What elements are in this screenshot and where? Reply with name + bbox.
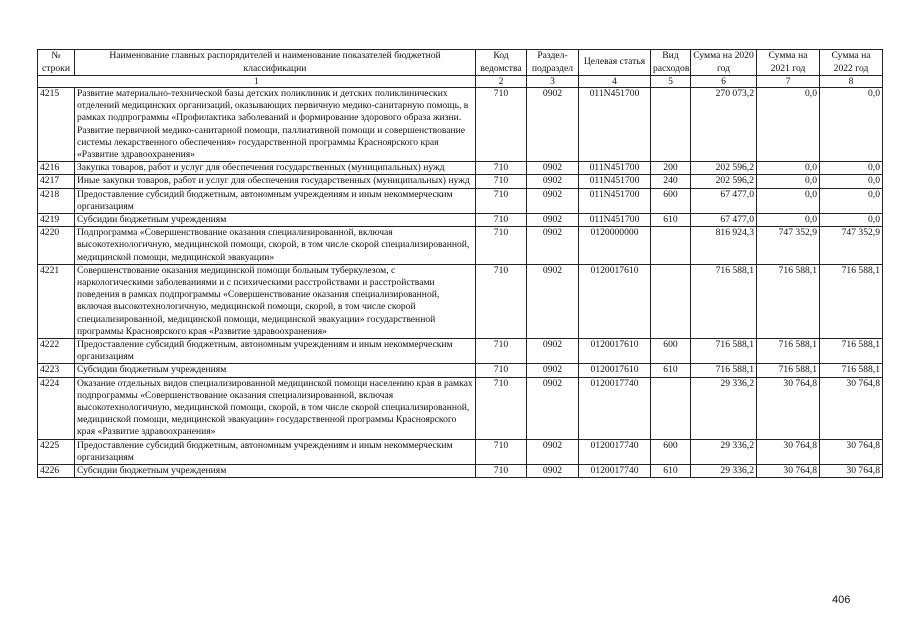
table-row	[38, 188, 883, 213]
row-number: 4219	[38, 214, 75, 227]
row-number: 4215	[38, 88, 75, 162]
sum-2021: 0,0	[757, 175, 820, 188]
department-code: 710	[476, 162, 527, 175]
sum-2020: 67 477,0	[691, 214, 757, 227]
section-code: 0902	[527, 377, 579, 439]
expense-kind: 610	[651, 364, 691, 377]
expense-kind: 240	[651, 175, 691, 188]
sum-2020: 716 588,1	[691, 339, 757, 364]
department-code: 710	[476, 227, 527, 265]
sum-2021: 716 588,1	[757, 339, 820, 364]
target-item: 0120017610	[579, 364, 651, 377]
header-row	[38, 50, 883, 76]
expense-kind: 610	[651, 214, 691, 227]
target-item: 0120017610	[579, 264, 651, 338]
row-name: Предоставление субсидий бюджетным, автономным учреждениям и иным некоммерческим организациям	[75, 339, 476, 364]
target-item: 011N451700	[579, 188, 651, 213]
expense-kind: 600	[651, 188, 691, 213]
sum-2020: 202 596,2	[691, 175, 757, 188]
section-code: 0902	[527, 188, 579, 213]
row-number: 4220	[38, 227, 75, 265]
sum-2020: 29 336,2	[691, 377, 757, 439]
sum-2022: 30 764,8	[820, 439, 883, 464]
expense-kind: 610	[651, 465, 691, 478]
sum-2021: 30 764,8	[757, 465, 820, 478]
sum-2020: 29 336,2	[691, 439, 757, 464]
sum-2022: 0,0	[820, 162, 883, 175]
sum-2022: 30 764,8	[820, 465, 883, 478]
column-number: 7	[757, 76, 820, 88]
header-target-item: Целевая статья	[579, 50, 651, 76]
sum-2020: 716 588,1	[691, 364, 757, 377]
department-code: 710	[476, 339, 527, 364]
target-item: 0120017610	[579, 339, 651, 364]
header-section: Раздел-подраздел	[527, 50, 579, 76]
table-row	[38, 264, 883, 338]
row-name: Субсидии бюджетным учреждениям	[75, 465, 476, 478]
section-code: 0902	[527, 364, 579, 377]
department-code: 710	[476, 264, 527, 338]
table-row	[38, 162, 883, 175]
budget-table	[37, 49, 883, 478]
table-row	[38, 214, 883, 227]
sum-2021: 716 588,1	[757, 364, 820, 377]
department-code: 710	[476, 439, 527, 464]
row-number: 4216	[38, 162, 75, 175]
sum-2021: 716 588,1	[757, 264, 820, 338]
section-code: 0902	[527, 214, 579, 227]
expense-kind	[651, 264, 691, 338]
header-sum-2020: Сумма на 2020 год	[691, 50, 757, 76]
sum-2022: 716 588,1	[820, 264, 883, 338]
sum-2020: 270 073,2	[691, 88, 757, 162]
row-name: Субсидии бюджетным учреждениям	[75, 214, 476, 227]
sum-2022: 0,0	[820, 88, 883, 162]
sum-2021: 0,0	[757, 162, 820, 175]
table-row	[38, 465, 883, 478]
table-row	[38, 439, 883, 464]
header-row-number: № строки	[38, 50, 75, 76]
section-code: 0902	[527, 175, 579, 188]
column-number: 1	[38, 76, 476, 88]
header-sum-2022: Сумма на 2022 год	[820, 50, 883, 76]
sum-2020: 202 596,2	[691, 162, 757, 175]
department-code: 710	[476, 188, 527, 213]
expense-kind: 600	[651, 439, 691, 464]
row-number: 4225	[38, 439, 75, 464]
table-row	[38, 175, 883, 188]
target-item: 0120017740	[579, 377, 651, 439]
sum-2021: 747 352,9	[757, 227, 820, 265]
row-name: Предоставление субсидий бюджетным, автономным учреждениям и иным некоммерческим организациям	[75, 188, 476, 213]
target-item: 0120017740	[579, 465, 651, 478]
table-body	[38, 88, 883, 478]
table-row	[38, 88, 883, 162]
header-expense-kind: Вид расходов	[651, 50, 691, 76]
section-code: 0902	[527, 339, 579, 364]
table-row	[38, 227, 883, 265]
table-row	[38, 364, 883, 377]
department-code: 710	[476, 88, 527, 162]
section-code: 0902	[527, 439, 579, 464]
column-number: 3	[527, 76, 579, 88]
target-item: 011N451700	[579, 214, 651, 227]
sum-2022: 747 352,9	[820, 227, 883, 265]
department-code: 710	[476, 377, 527, 439]
expense-kind	[651, 227, 691, 265]
sum-2020: 67 477,0	[691, 188, 757, 213]
sum-2021: 30 764,8	[757, 377, 820, 439]
sum-2021: 0,0	[757, 88, 820, 162]
section-code: 0902	[527, 88, 579, 162]
sum-2021: 30 764,8	[757, 439, 820, 464]
expense-kind	[651, 88, 691, 162]
row-number: 4223	[38, 364, 75, 377]
sum-2020: 716 588,1	[691, 264, 757, 338]
sum-2021: 0,0	[757, 188, 820, 213]
target-item: 011N451700	[579, 88, 651, 162]
department-code: 710	[476, 364, 527, 377]
sum-2022: 0,0	[820, 175, 883, 188]
section-code: 0902	[527, 264, 579, 338]
expense-kind: 600	[651, 339, 691, 364]
row-name: Закупка товаров, работ и услуг для обеспечения государственных (муниципальных) нужд	[75, 162, 476, 175]
row-name: Предоставление субсидий бюджетным, автономным учреждениям и иным некоммерческим организациям	[75, 439, 476, 464]
row-name: Развитие материально-технической базы детских поликлиник и детских поликлинических отделений медицинских организаций, оказывающих первичную медико-санитарную помощь, в рамках подпрограммы «Профилактика заболеваний и формирование здорового образа жизни. Развитие первичной медико-санитарной помощи, паллиативной помощи и совершенствование системы лекарственного обеспечения» государственной программы Красноярского края «Развитие здравоохранения»	[75, 88, 476, 162]
row-name: Иные закупки товаров, работ и услуг для обеспечения государственных (муниципальных) нужд	[75, 175, 476, 188]
column-number: 5	[651, 76, 691, 88]
table-row	[38, 339, 883, 364]
header-sum-2021: Сумма на 2021 год	[757, 50, 820, 76]
sum-2022: 30 764,8	[820, 377, 883, 439]
column-number: 6	[691, 76, 757, 88]
sum-2022: 0,0	[820, 188, 883, 213]
row-name: Субсидии бюджетным учреждениям	[75, 364, 476, 377]
column-number: 4	[579, 76, 651, 88]
header-name: Наименование главных распорядителей и наименование показателей бюджетной классификации	[75, 50, 476, 76]
target-item: 0120000000	[579, 227, 651, 265]
row-number: 4226	[38, 465, 75, 478]
sum-2022: 0,0	[820, 214, 883, 227]
table-row	[38, 377, 883, 439]
section-code: 0902	[527, 227, 579, 265]
row-number: 4224	[38, 377, 75, 439]
row-number: 4221	[38, 264, 75, 338]
expense-kind	[651, 377, 691, 439]
row-name: Оказание отдельных видов специализированной медицинской помощи населению края в рамках подпрограммы «Совершенствование оказания специализированной, включая высокотехнологичную, медицинской помощи, скорой, в том числе скорой специализированной, медицинской помощи, медицинской эвакуации» государственной программы Красноярского края «Развитие здравоохранения»	[75, 377, 476, 439]
section-code: 0902	[527, 162, 579, 175]
sum-2021: 0,0	[757, 214, 820, 227]
column-number: 2	[476, 76, 527, 88]
column-number: 8	[820, 76, 883, 88]
row-number: 4222	[38, 339, 75, 364]
sum-2022: 716 588,1	[820, 339, 883, 364]
column-number-row	[38, 76, 883, 88]
target-item: 011N451700	[579, 162, 651, 175]
target-item: 0120017740	[579, 439, 651, 464]
header-department-code: Код ведомства	[476, 50, 527, 76]
sum-2022: 716 588,1	[820, 364, 883, 377]
target-item: 011N451700	[579, 175, 651, 188]
department-code: 710	[476, 214, 527, 227]
sum-2020: 816 924,3	[691, 227, 757, 265]
department-code: 710	[476, 175, 527, 188]
row-number: 4218	[38, 188, 75, 213]
expense-kind: 200	[651, 162, 691, 175]
row-name: Совершенствование оказания медицинской помощи больным туберкулезом, с наркологическими заболеваниями и с психическими расстройствами и расстройствами поведения в рамках подпрограммы «Совершенствование оказания специализированной, включая высокотехнологичную, медицинской помощи, скорой, в том числе скорой специализированной, медицинской помощи, медицинской эвакуации» государственной программы Красноярского края «Развитие здравоохранения»	[75, 264, 476, 338]
department-code: 710	[476, 465, 527, 478]
section-code: 0902	[527, 465, 579, 478]
row-number: 4217	[38, 175, 75, 188]
row-name: Подпрограмма «Совершенствование оказания специализированной, включая высокотехнологичную, медицинской помощи, скорой, в том числе скорой специализированной, медицинской помощи, медицинской эвакуации»	[75, 227, 476, 265]
sum-2020: 29 336,2	[691, 465, 757, 478]
page-number: 406	[832, 594, 851, 606]
